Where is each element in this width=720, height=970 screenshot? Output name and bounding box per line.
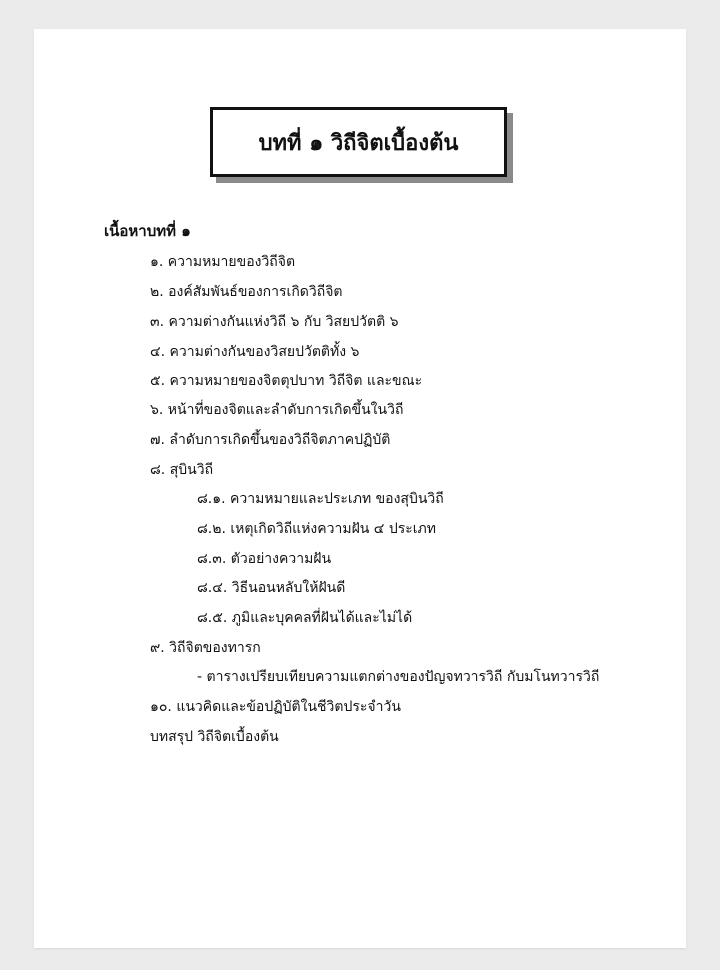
toc-item: ๒. องค์สัมพันธ์ของการเกิดวิถีจิต	[150, 284, 343, 300]
chapter-title-box	[210, 107, 507, 177]
toc-subitem: ๘.๕. ภูมิและบุคคลที่ฝันได้และไม่ได้	[197, 610, 413, 626]
toc-subitem: ๘.๒. เหตุเกิดวิถีแห่งความฝัน ๔ ประเภท	[197, 521, 437, 537]
toc-subitem: ๘.๓. ตัวอย่างความฝัน	[197, 551, 332, 567]
toc-item: ๓. ความต่างกันแห่งวิถี ๖ กับ วิสยปวัตติ ๖	[150, 314, 399, 330]
toc-item: ๖. หน้าที่ของจิตและลำดับการเกิดขึ้นในวิถี	[150, 402, 404, 418]
chapter-title: บทที่ ๑ วิถีจิตเบื้องต้น	[258, 129, 459, 156]
toc-item: ๔. ความต่างกันของวิสยปวัตติทั้ง ๖	[150, 344, 360, 360]
toc-subitem: - ตารางเปรียบเทียบความแตกต่างของปัญจทวารวิถี กับมโนทวารวิถี	[197, 669, 600, 685]
toc-subitem: ๘.๑. ความหมายและประเภท ของสุบินวิถี	[197, 491, 444, 507]
toc-item: ๑. ความหมายของวิถีจิต	[150, 254, 296, 270]
toc-item: ๑๐. แนวคิดและข้อปฏิบัติในชีวิตประจำวัน	[150, 699, 401, 715]
document-page	[34, 29, 686, 948]
toc-subitem: ๘.๔. วิธีนอนหลับให้ฝันดี	[197, 580, 346, 596]
toc-item: ๕. ความหมายของจิตตุปบาท วิถีจิต และขณะ	[150, 373, 423, 389]
toc-item: ๗. ลำดับการเกิดขึ้นของวิถีจิตภาคปฏิบัติ	[150, 432, 391, 448]
section-heading: เนื้อหาบทที่ ๑	[104, 222, 191, 240]
toc-item: บทสรุป วิถีจิตเบื้องต้น	[150, 729, 279, 745]
toc-item: ๙. วิถีจิตของทารก	[150, 640, 261, 656]
toc-item: ๘. สุบินวิถี	[150, 462, 214, 478]
